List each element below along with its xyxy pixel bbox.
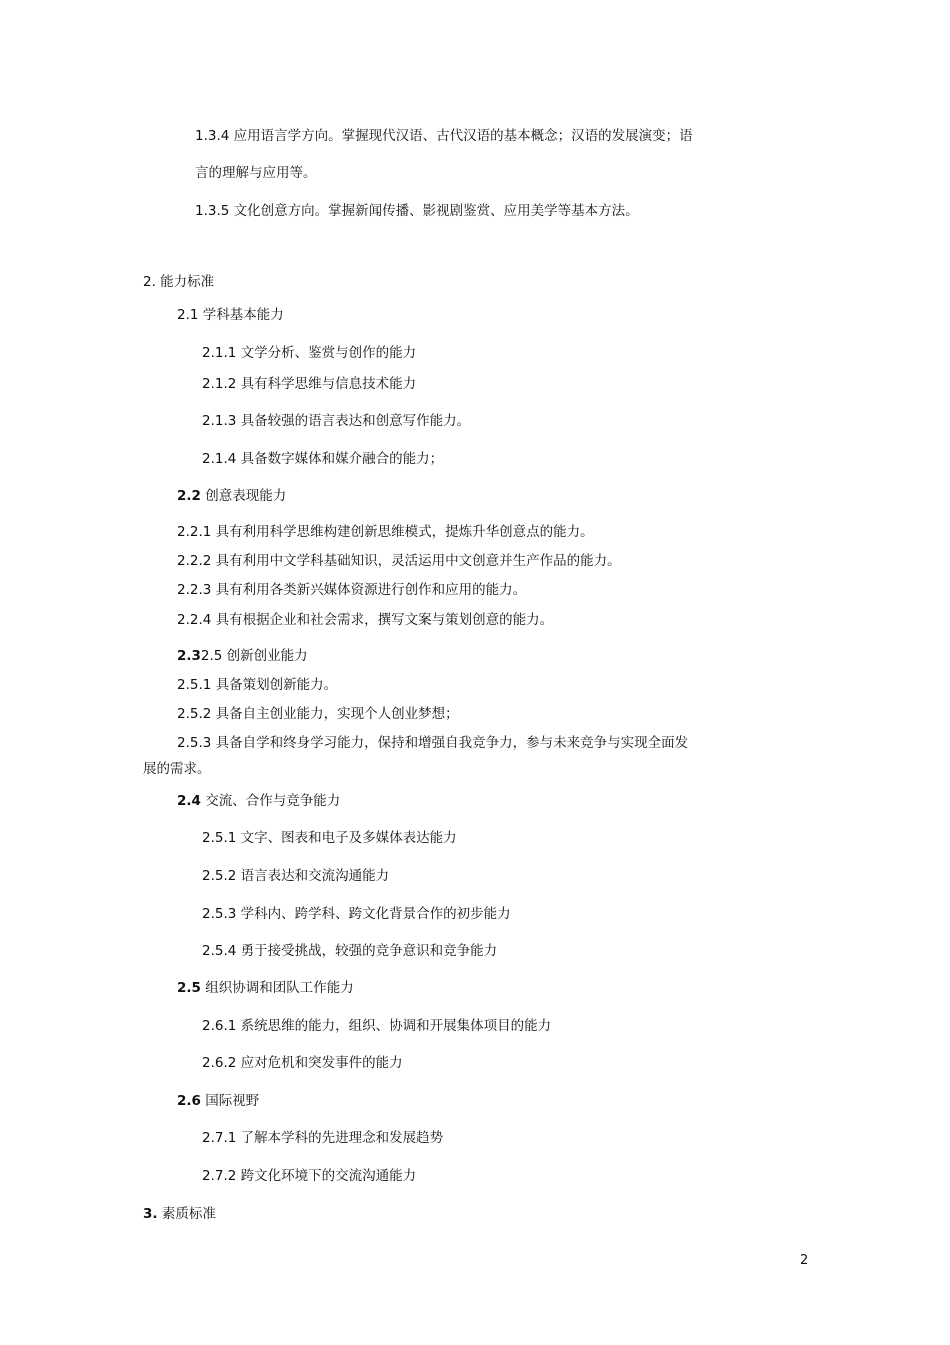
line-2-5-2-a: 2.5.2 具备自主创业能力，实现个人创业梦想；	[177, 706, 459, 722]
line-2-6-2: 2.6.2 应对危机和突发事件的能力	[202, 1055, 403, 1071]
line-1-3-4-cont: 言的理解与应用等。	[195, 165, 317, 181]
line-2-7-1: 2.7.1 了解本学科的先进理念和发展趋势	[202, 1130, 444, 1146]
line-2-5-4-b: 2.5.4 勇于接受挑战，较强的竞争意识和竞争能力	[202, 943, 498, 959]
heading-2-1: 2.1 学科基本能力	[177, 307, 284, 323]
heading-2-4: 2.4 交流、合作与竞争能力	[177, 793, 341, 809]
line-2-5-3-b: 2.5.3 学科内、跨学科、跨文化背景合作的初步能力	[202, 906, 511, 922]
line-2-1-2: 2.1.2 具有科学思维与信息技术能力	[202, 376, 417, 392]
line-1-3-5: 1.3.5 文化创意方向。掌握新闻传播、影视剧鉴赏、应用美学等基本方法。	[195, 203, 639, 219]
line-2-1-4: 2.1.4 具备数字媒体和媒介融合的能力；	[202, 451, 444, 467]
line-2-5-3-a: 2.5.3 具备自学和终身学习能力，保持和增强自我竞争力，参与未来竞争与实现全面发	[177, 735, 689, 751]
line-2-5-3-a-cont: 展的需求。	[143, 761, 211, 777]
heading-3: 3. 素质标准	[143, 1206, 216, 1222]
line-2-5-2-b: 2.5.2 语言表达和交流沟通能力	[202, 868, 390, 884]
line-2-2-4: 2.2.4 具有根据企业和社会需求，撰写文案与策划创意的能力。	[177, 612, 554, 628]
heading-2-3: 2.32.5 创新创业能力	[177, 648, 308, 664]
line-2-1-3: 2.1.3 具备较强的语言表达和创意写作能力。	[202, 413, 471, 429]
line-2-1-1: 2.1.1 文学分析、鉴赏与创作的能力	[202, 345, 417, 361]
line-2-2-2: 2.2.2 具有利用中文学科基础知识，灵活运用中文创意并生产作品的能力。	[177, 553, 621, 569]
line-2-7-2: 2.7.2 跨文化环境下的交流沟通能力	[202, 1168, 417, 1184]
heading-2-5: 2.5 组织协调和团队工作能力	[177, 980, 354, 996]
line-2-5-1-b: 2.5.1 文字、图表和电子及多媒体表达能力	[202, 830, 457, 846]
heading-2-2: 2.2 创意表现能力	[177, 488, 287, 504]
line-2-5-1-a: 2.5.1 具备策划创新能力。	[177, 677, 338, 693]
line-2-2-3: 2.2.3 具有利用各类新兴媒体资源进行创作和应用的能力。	[177, 582, 527, 598]
heading-2-6: 2.6 国际视野	[177, 1093, 260, 1109]
line-2-6-1: 2.6.1 系统思维的能力，组织、协调和开展集体项目的能力	[202, 1018, 552, 1034]
page-number: 2	[800, 1253, 809, 1268]
line-2-2-1: 2.2.1 具有利用科学思维构建创新思维模式，提炼升华创意点的能力。	[177, 524, 594, 540]
heading-2: 2. 能力标准	[143, 274, 215, 290]
line-1-3-4: 1.3.4 应用语言学方向。掌握现代汉语、古代汉语的基本概念；汉语的发展演变；语	[195, 128, 693, 144]
